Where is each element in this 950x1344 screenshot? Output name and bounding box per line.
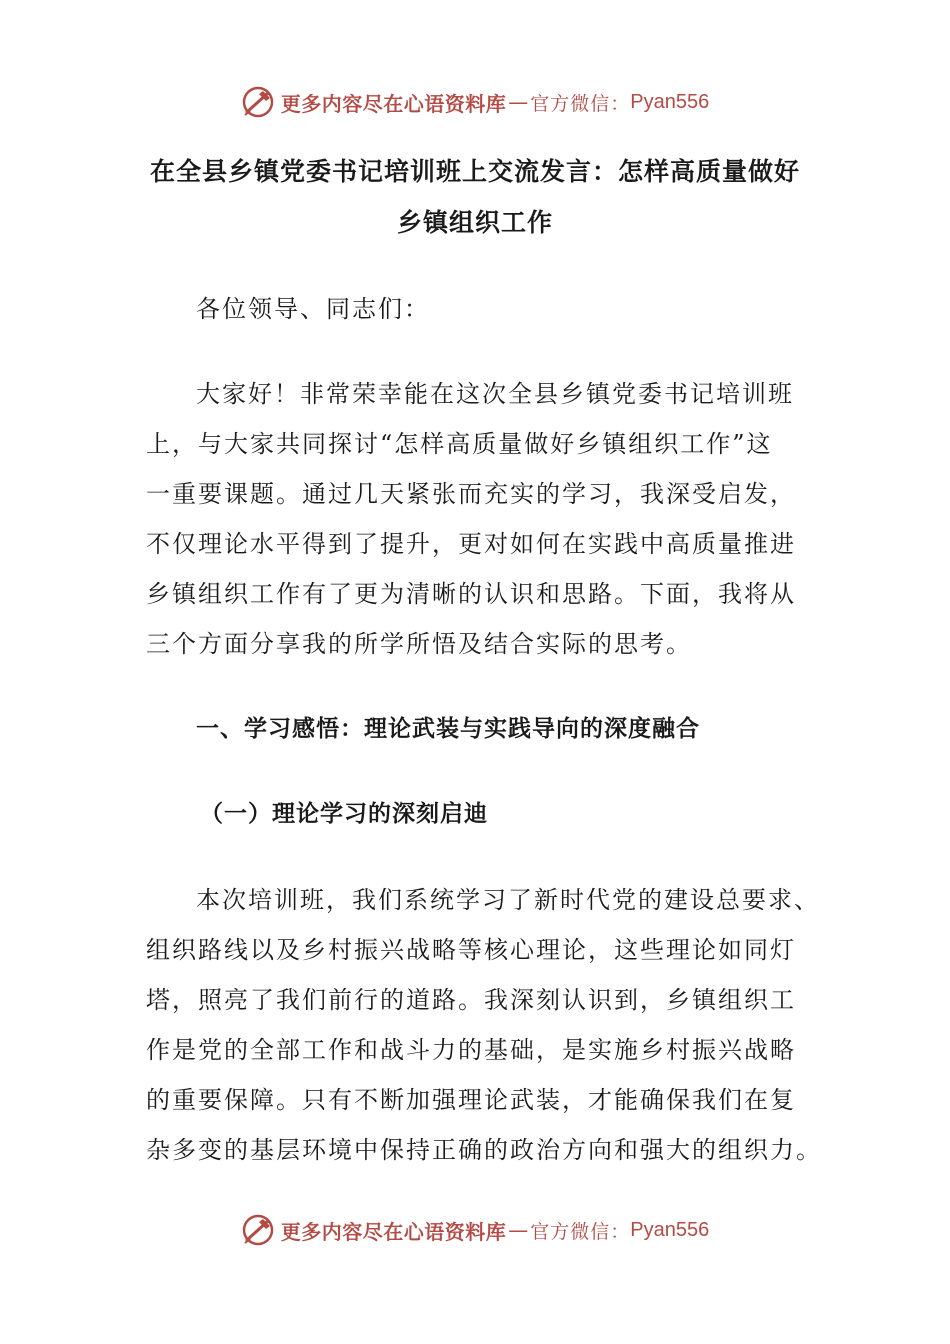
paragraph-line: 乡镇组织工作有了更为清晰的认识和思路。下面，我将从 xyxy=(146,580,796,608)
paragraph-line: 一重要课题。通过几天紧张而充实的学习，我深受启发， xyxy=(146,480,796,508)
paragraph-line: 三个方面分享我的所学所悟及结合实际的思考。 xyxy=(146,630,692,658)
section-heading-1: 一、学习感悟：理论武装与实践导向的深度融合 xyxy=(196,716,700,742)
paragraph-line: 本次培训班，我们系统学习了新时代党的建设总要求、 xyxy=(196,886,820,914)
document-title-line-2: 乡镇组织工作 xyxy=(396,208,553,237)
pen-seal-logo-icon xyxy=(241,85,275,119)
header-banner xyxy=(0,82,950,122)
paragraph-line: 上，与大家共同探讨“怎样高质量做好乡镇组织工作”这 xyxy=(146,430,773,458)
banner-separator: — xyxy=(508,90,529,114)
subsection-heading-1: （一）理论学习的深刻启迪 xyxy=(200,801,488,827)
intro-paragraph xyxy=(146,369,806,669)
salutation-paragraph xyxy=(146,284,806,334)
paragraph-line: 大家好！非常荣幸能在这次全县乡镇党委书记培训班 xyxy=(196,380,794,408)
banner-official-label: 官方微信： xyxy=(530,1220,631,1243)
body-paragraph xyxy=(146,875,822,1175)
paragraph-line: 杂多变的基层环境中保持正确的政治方向和强大的组织力。 xyxy=(146,1136,822,1164)
banner-separator: — xyxy=(508,1218,529,1242)
paragraph-line: 的重要保障。只有不断加强理论武装，才能确保我们在复 xyxy=(146,1086,796,1114)
pen-seal-logo-icon xyxy=(241,1213,275,1247)
footer-banner xyxy=(0,1210,950,1250)
document-title-line-1: 在全县乡镇党委书记培训班上交流发言：怎样高质量做好 xyxy=(149,157,800,186)
salutation-text: 各位领导、同志们： xyxy=(196,295,430,323)
paragraph-line: 塔，照亮了我们前行的道路。我深刻认识到，乡镇组织工 xyxy=(146,986,796,1014)
paragraph-line: 作是党的全部工作和战斗力的基础，是实施乡村振兴战略 xyxy=(146,1036,796,1064)
banner-wechat-id: Pyan556 xyxy=(630,90,710,113)
paragraph-line: 组织路线以及乡村振兴战略等核心理论，这些理论如同灯 xyxy=(146,936,796,964)
banner-slogan: 更多内容尽在心语资料库 xyxy=(280,91,507,116)
paragraph-line: 不仅理论水平得到了提升，更对如何在实践中高质量推进 xyxy=(146,530,796,558)
banner-official-label: 官方微信： xyxy=(530,92,631,115)
banner-slogan: 更多内容尽在心语资料库 xyxy=(280,1219,507,1244)
banner-wechat-id: Pyan556 xyxy=(630,1218,710,1241)
